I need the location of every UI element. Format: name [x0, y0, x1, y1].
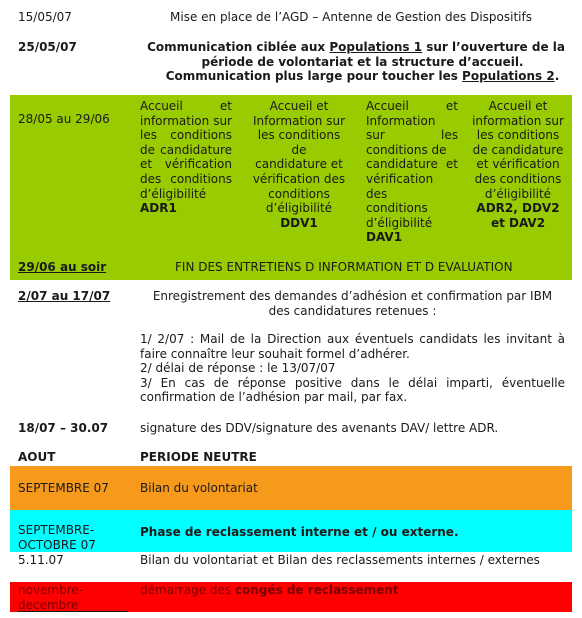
text-line: conditions	[366, 201, 428, 216]
text-line: Accueil et	[140, 99, 232, 113]
column-ddv1	[250, 99, 348, 230]
date-underline	[18, 611, 128, 612]
text-line: candidature et	[366, 157, 458, 172]
text-line: de candidature	[140, 142, 232, 157]
row-date: 25/05/07	[18, 40, 77, 54]
row-description: Bilan du volontariat	[140, 481, 258, 495]
text-line: les conditions	[476, 128, 560, 143]
group-code: DDV1	[280, 215, 318, 230]
green-band-information	[10, 95, 572, 280]
text-line: vérification des	[366, 171, 434, 201]
text-line: période de volontariat et la structure d’accueil.	[201, 54, 524, 69]
row-date: 29/06 au soir	[18, 260, 107, 274]
text-line: candidature et	[255, 157, 343, 172]
text-segment: démarrage des	[140, 583, 235, 597]
group-code: ADR1	[140, 201, 177, 216]
text-line: conditions	[268, 186, 330, 201]
text-line: d’éligibilité	[265, 201, 333, 216]
text-line: d’éligibilité	[366, 215, 433, 230]
text-line: et vérification	[476, 157, 560, 172]
text-line: decembre	[18, 597, 79, 612]
row-description: signature des DDV/signature des avenants DAV/ lettre ADR.	[140, 421, 499, 435]
group-code: ADR2, DDV2	[476, 201, 560, 216]
text-line: SEPTEMBRE-	[18, 523, 95, 537]
red-band-leave	[10, 582, 572, 612]
text-line: Enregistrement des demandes d’adhésion et confirmation par IBM	[152, 289, 553, 303]
row-description	[140, 289, 565, 405]
text-line: des conditions	[474, 171, 562, 186]
group-code: DAV1	[366, 230, 403, 245]
text-line: 3/ En cas de réponse positive dans le délai imparti, éventuelle	[140, 375, 565, 390]
text-line: les conditions de	[257, 128, 341, 157]
text-segment: congés de reclassement	[234, 583, 399, 597]
row-date: SEPTEMBRE 07	[18, 481, 109, 495]
text-line: sur les	[366, 128, 458, 143]
orange-band-september	[10, 466, 572, 510]
text-line: Accueil et	[269, 99, 329, 113]
row-description	[140, 583, 399, 597]
column-adr2-ddv2-dav2	[468, 99, 568, 230]
text-line: information sur	[472, 113, 564, 128]
text-segment: Communication plus large pour toucher les	[165, 69, 463, 83]
text-line: des candidatures retenues :	[268, 303, 437, 318]
text-segment: .	[554, 69, 560, 83]
row-description	[140, 40, 565, 84]
row-date	[18, 583, 83, 612]
text-line: OCTOBRE 07	[18, 537, 96, 552]
text-line: 1/ 2/07 : Mail de la Direction aux éventuels candidats les invitant à	[140, 332, 565, 346]
text-line: Information	[366, 113, 436, 128]
row-date: 28/05 au 29/06	[18, 112, 110, 126]
populations-2-link: Populations 2	[462, 69, 555, 83]
row-description: Phase de reclassement interne et / ou externe.	[140, 525, 459, 539]
text-line: faire connaître leur souhait formel d’adhérer.	[140, 346, 410, 361]
group-code: et DAV2	[490, 215, 546, 230]
row-date: 2/07 au 17/07	[18, 289, 111, 303]
text-line: des conditions	[140, 171, 232, 186]
text-line: et vérification	[140, 157, 232, 172]
text-line: d’éligibilité	[484, 186, 552, 201]
row-description: PERIODE NEUTRE	[140, 450, 257, 464]
text-line: conditions de	[366, 142, 447, 157]
row-date: 5.11.07	[18, 553, 64, 567]
text-segment: sur l’ouverture de la	[422, 40, 565, 54]
text-line: Information sur	[252, 113, 346, 128]
text-line: les conditions	[140, 128, 232, 143]
end-of-interviews-text: FIN DES ENTRETIENS D INFORMATION ET D EVALUATION	[175, 260, 513, 274]
row-date: 18/07 – 30.07	[18, 421, 109, 435]
row-description: Mise en place de l’AGD – Antenne de Gestion des Dispositifs	[170, 10, 532, 24]
text-line: information sur	[140, 113, 232, 128]
text-line: confirmation de l’adhésion par mail, par fax.	[140, 390, 408, 404]
text-line: novembre-	[18, 583, 84, 597]
row-date	[18, 523, 96, 552]
text-line: Accueil et	[488, 99, 548, 113]
text-segment: Communication ciblée aux	[147, 40, 330, 54]
cyan-band-reclassification	[10, 510, 572, 552]
text-line: 2/ délai de réponse : le 13/07/07	[140, 361, 336, 375]
column-adr1	[140, 99, 232, 216]
populations-1-link: Populations 1	[329, 40, 423, 54]
text-line: Accueil et	[366, 99, 458, 113]
row-description: Bilan du volontariat et Bilan des reclassements internes / externes	[140, 553, 540, 567]
text-line: vérification des	[252, 171, 346, 186]
text-line: de candidature	[472, 142, 564, 157]
column-dav1	[366, 99, 458, 245]
text-line: d’éligibilité	[140, 186, 207, 201]
row-date: 15/05/07	[18, 10, 72, 24]
row-date: AOUT	[18, 450, 56, 464]
